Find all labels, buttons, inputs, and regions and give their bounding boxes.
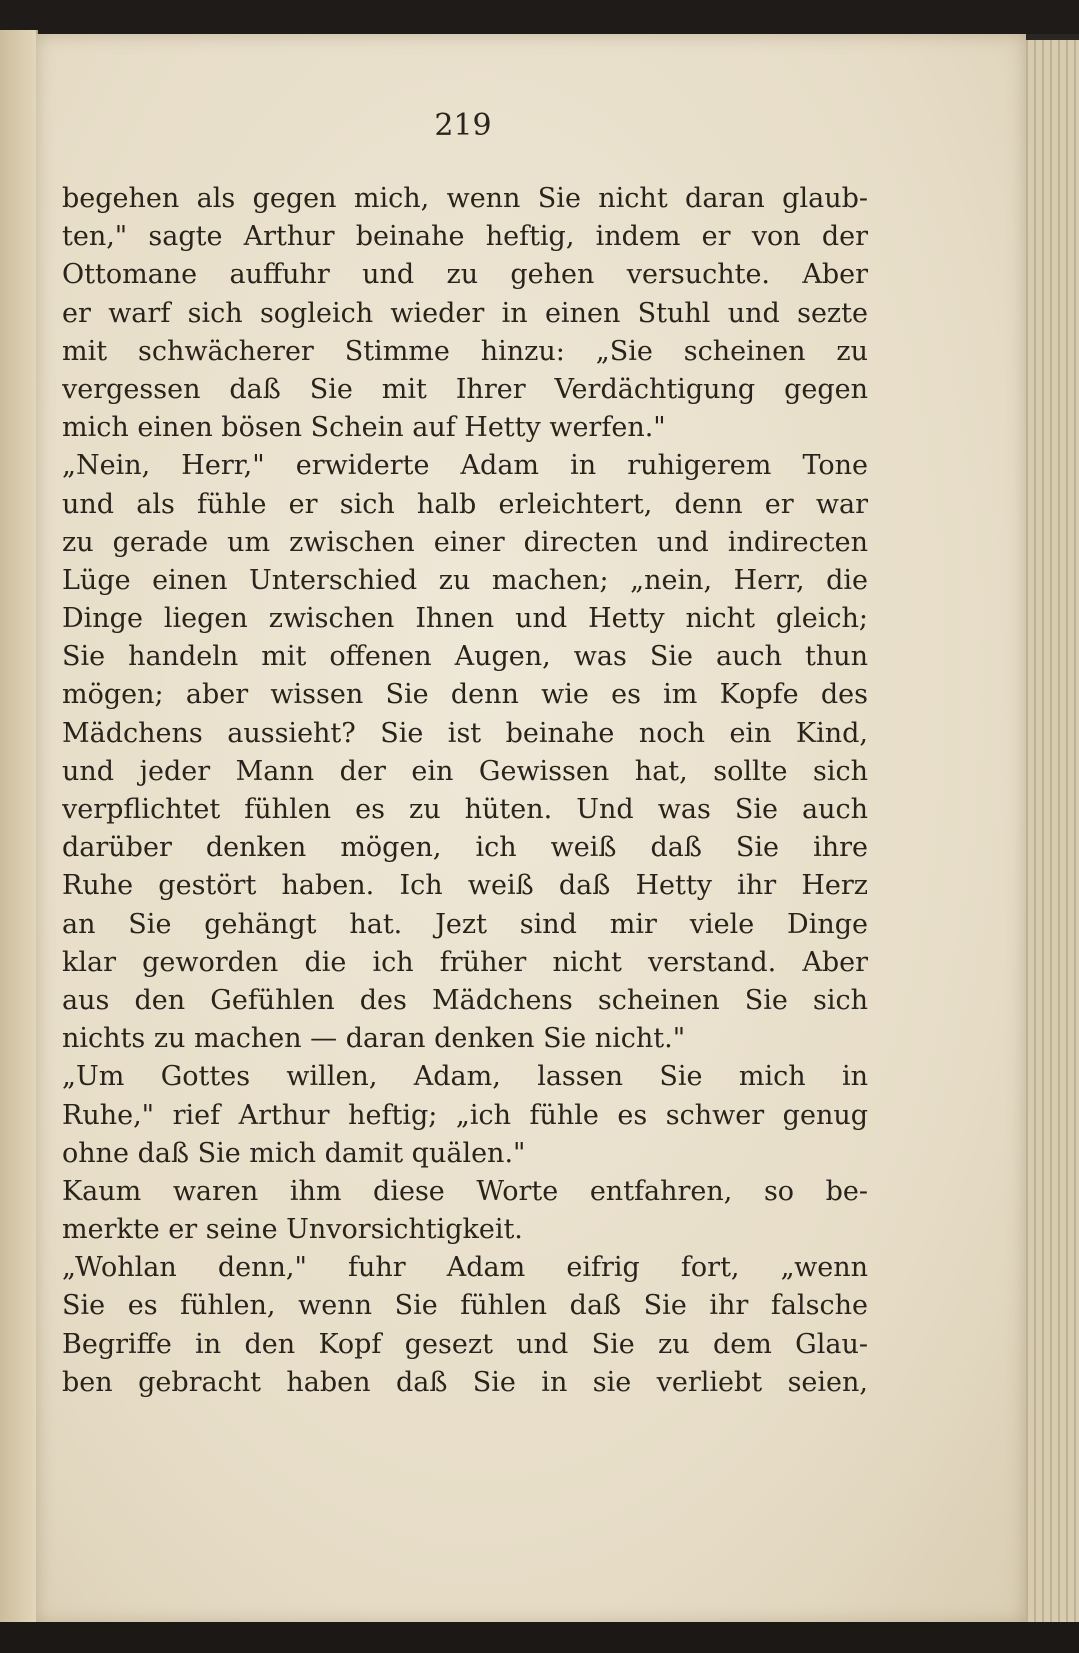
text-line: zu gerade um zwischen einer directen und indirecten [62, 526, 868, 558]
text-line: an Sie gehängt hat. Jezt sind mir viele Dinge [62, 908, 868, 940]
text-line: Ottomane auffuhr und zu gehen versuchte. Aber [62, 259, 868, 291]
text-line: „Um Gottes willen, Adam, lassen Sie mich in [62, 1061, 868, 1093]
text-line: Ruhe," rief Arthur heftig; „ich fühle es schwer genug [62, 1099, 868, 1131]
text-line: Dinge liegen zwischen Ihnen und Hetty nicht gleich; [62, 603, 868, 635]
text-line: mit schwächerer Stimme hinzu: „Sie scheinen zu [62, 335, 868, 367]
text-line: darüber denken mögen, ich weiß daß Sie ihre [62, 832, 868, 864]
text-line: Kaum waren ihm diese Worte entfahren, so be- [62, 1175, 868, 1207]
text-line: und als fühle er sich halb erleichtert, denn er war [62, 488, 868, 520]
text-line: Mädchens aussieht? Sie ist beinahe noch ein Kind, [62, 717, 868, 749]
text-line: vergessen daß Sie mit Ihrer Verdächtigung gegen [62, 373, 868, 405]
text-line: „Wohlan denn," fuhr Adam eifrig fort, „wenn [62, 1252, 868, 1284]
text-line: begehen als gegen mich, wenn Sie nicht daran glaub- [62, 183, 868, 214]
text-line: ben gebracht haben daß Sie in sie verliebt seien, [62, 1366, 868, 1398]
text-line: nichts zu machen — daran denken Sie nicht." [62, 1023, 686, 1055]
text-line: und jeder Mann der ein Gewissen hat, sollte sich [62, 755, 868, 787]
text-line: Sie handeln mit offenen Augen, was Sie auch thun [62, 641, 868, 673]
page-number: 219 [434, 108, 492, 143]
page-stack-edges [1020, 40, 1079, 1625]
book-cover-top-edge [0, 0, 1079, 34]
text-line: ohne daß Sie mich damit quälen." [62, 1137, 526, 1169]
text-line: er warf sich sogleich wieder in einen Stuhl und sezte [62, 297, 868, 329]
text-line: „Nein, Herr," erwiderte Adam in ruhigerem Tone [62, 450, 868, 482]
text-line: Lüge einen Unterschied zu machen; „nein, Herr, die [62, 564, 868, 596]
text-line: verpflichtet fühlen es zu hüten. Und was Sie auch [62, 794, 868, 825]
text-line: mögen; aber wissen Sie denn wie es im Kopfe des [62, 679, 868, 711]
text-line: Ruhe gestört haben. Ich weiß daß Hetty ihr Herz [62, 870, 868, 902]
text-line: Begriffe in den Kopf gesezt und Sie zu dem Glau- [62, 1328, 868, 1360]
facing-page-margin [0, 30, 38, 1625]
text-line: merkte er seine Unvorsichtigkeit. [62, 1214, 523, 1246]
text-line: aus den Gefühlen des Mädchens scheinen Sie sich [62, 984, 868, 1016]
text-line: mich einen bösen Schein auf Hetty werfen." [62, 412, 666, 444]
text-line: klar geworden die ich früher nicht verstand. Aber [62, 946, 868, 978]
text-line: Sie es fühlen, wenn Sie fühlen daß Sie ihr falsche [62, 1290, 868, 1322]
book-cover-bottom-edge [0, 1622, 1079, 1653]
text-line: ten," sagte Arthur beinahe heftig, indem er von der [62, 221, 868, 253]
page-text [62, 180, 868, 1402]
